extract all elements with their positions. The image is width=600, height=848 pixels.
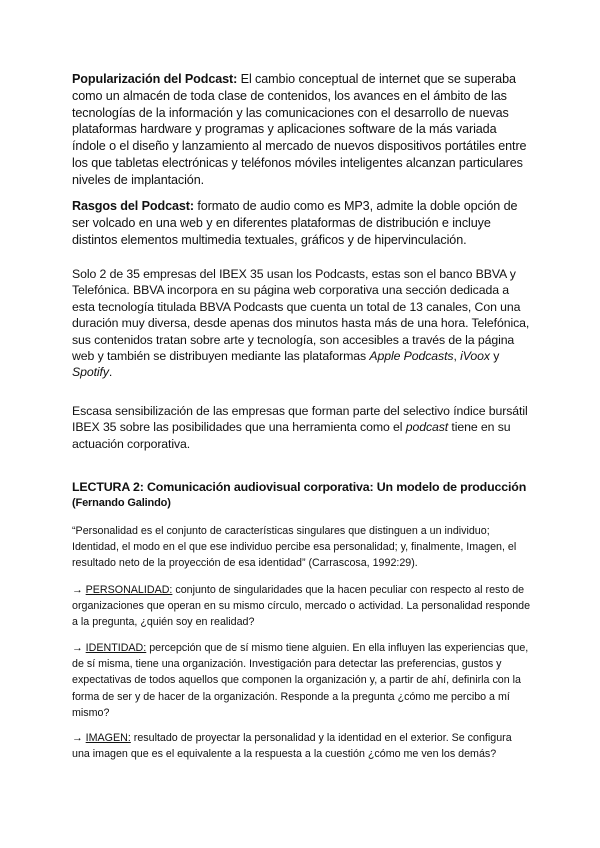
paragraph-end: tiene en su actuación corporativa. <box>72 420 511 451</box>
bullet-identidad <box>72 640 532 721</box>
paragraph-rasgos <box>72 198 532 248</box>
paragraph-sensibilizacion <box>72 403 532 452</box>
bullet-text: resultado de proyectar la personalidad y la identidad en el exterior. Se configura una imagen que es el equivalente a la respuesta a la cuestión ¿cómo me ven los demás? <box>72 732 512 761</box>
platform-apple-podcasts: Apple Podcasts <box>369 349 454 364</box>
paragraph-text: El cambio conceptual de internet que se superaba como un almacén de toda clase de contenidos, los avances en el ámbito de las tecnologías de la información y las comunicaciones con el desarrollo de nuevas plataformas hardware y programas y aplicaciones software de la más variada índole o el diseño y lanzamiento al mercado de nuevos dispositivos portátiles entre los que tabletas electrónicas y teléfonos móviles inteligentes alcanzan particulares niveles de implantación. <box>72 72 527 187</box>
bullet-term: IDENTIDAD: <box>85 642 147 654</box>
bullet-term: PERSONALIDAD: <box>85 584 173 596</box>
italic-term: podcast <box>405 420 449 435</box>
bullet-personalidad <box>72 582 532 631</box>
section-author: (Fernando Galindo) <box>72 496 171 509</box>
period: . <box>108 365 113 380</box>
paragraph-text: formato de audio como es MP3, admite la doble opción de ser volcado en una web y en diferentes plataformas de distribución e incluye distintos elementos multimedia textuales, gráficos y de hipervinculación. <box>72 199 518 247</box>
platform-spotify: Spotify <box>72 365 109 380</box>
arrow-icon: → <box>72 732 86 744</box>
section-title: LECTURA 2: Comunicación audiovisual corporativa: Un modelo de producción <box>72 480 527 494</box>
paragraph-text: Solo 2 de 35 empresas del IBEX 35 usan los Podcasts, estas son el banco BBVA y Telefónica. BBVA incorpora en su página web corporativa una sección dedicada a esta tecnología titulada BBVA Podcasts que cuenta un total de 13 canales, Con una duración muy diversa, desde apenas dos minutos hasta más de una hora. Telefónica, sus contenidos tratan sobre arte y tecnología, son accesibles a través de la página web y también se distribuyen mediante las plataformas <box>72 267 530 364</box>
bullet-term: IMAGEN: <box>85 732 131 744</box>
bullet-text: percepción que de sí mismo tiene alguien. En ella influyen las experiencias que, de sí misma, tiene una organización. Investigación para detectar las preferencias, gustos y expectativas de todos aquellos que componen la organización y, a partir de ahí, definirla con la forma de ser y de hacer de la organización. Responde a la pregunta ¿cómo me percibo a mí mismo? <box>72 642 529 719</box>
bullet-text: conjunto de singularidades que la hacen peculiar con respecto al resto de organizaciones que operan en su mismo círculo, mercado o actividad. La personalidad responde a la pregunta, ¿quién soy en realidad? <box>72 584 531 629</box>
arrow-icon: → <box>72 642 86 654</box>
paragraph-lead: Rasgos del Podcast: <box>72 199 194 213</box>
paragraph-lead: Popularización del Podcast: <box>72 72 238 86</box>
bullet-imagen <box>72 730 532 762</box>
paragraph-popularizacion <box>72 71 532 189</box>
separator: , <box>453 349 461 364</box>
conjunction: y <box>489 349 500 364</box>
paragraph-ibex-podcasts <box>72 266 532 381</box>
definition-quote: “Personalidad es el conjunto de características singulares que distinguen a un individuo; Identidad, el modo en el que ese individuo percibe esa personalidad; y, finalmente, Imagen, el resultado neto de la proyección de esa identidad” (Carrascosa, 1992:29). <box>72 525 517 570</box>
paragraph-text: Escasa sensibilización de las empresas que forman parte del selectivo índice bursátil IBEX 35 sobre las posibilidades que una herramienta como el <box>72 404 528 435</box>
arrow-icon: → <box>72 584 86 596</box>
platform-ivoox: iVoox <box>460 349 490 364</box>
section-heading <box>72 480 532 511</box>
